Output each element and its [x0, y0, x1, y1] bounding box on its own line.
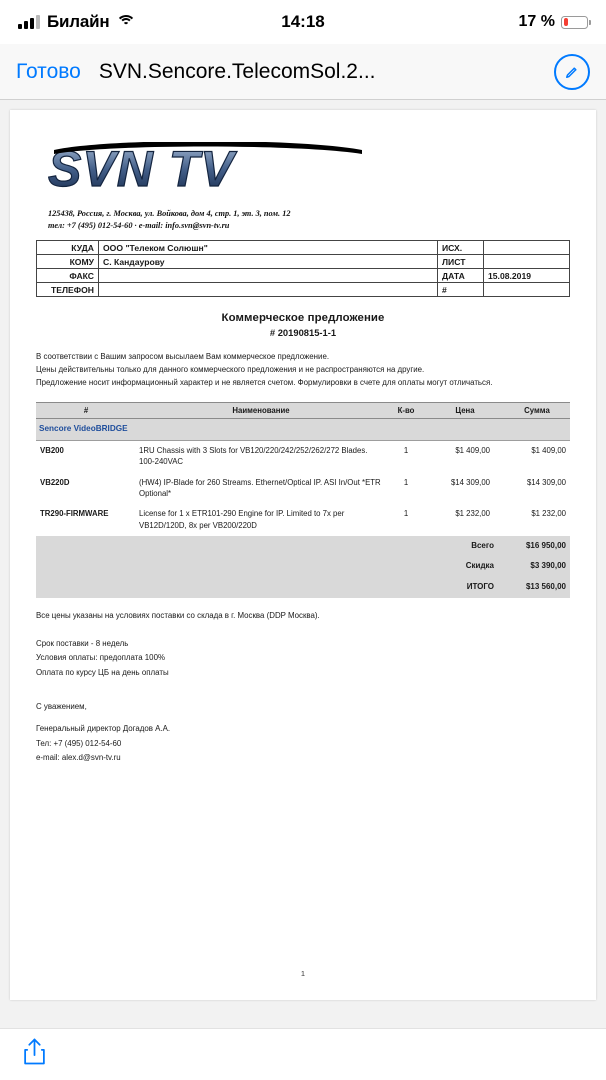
field-value-2: 15.08.2019 — [484, 269, 570, 283]
total-row — [36, 556, 570, 577]
total-label: Всего — [426, 536, 504, 557]
delivery-note: Все цены указаны на условиях поставки со склада в г. Москва (DDP Москва). — [36, 610, 320, 620]
item-sum: $1 232,00 — [531, 509, 566, 519]
field-value — [99, 283, 438, 297]
battery-percent-label: 17 % — [518, 13, 555, 30]
item-code: VB220D — [40, 477, 70, 487]
bottom-toolbar — [0, 1028, 606, 1080]
document-title: SVN.Sencore.TelecomSol.2... — [98, 59, 376, 83]
item-price: $14 309,00 — [450, 477, 490, 487]
table-row — [37, 269, 570, 283]
item-qty: 1 — [403, 477, 409, 487]
header-fields-table — [36, 240, 570, 297]
signature-line-3: Тел: +7 (495) 012-54-60 — [36, 738, 122, 748]
field-label-2: ИСХ. — [438, 241, 484, 255]
item-qty: 1 — [403, 446, 409, 456]
column-header-code: # — [36, 403, 136, 419]
field-label: ФАКС — [37, 269, 99, 283]
share-upload-icon[interactable] — [22, 1037, 47, 1072]
intro-paragraph — [36, 350, 570, 389]
table-row — [37, 255, 570, 269]
column-header-name: Наименование — [136, 403, 386, 419]
term-line-2: Условия оплаты: предоплата 100% — [36, 653, 165, 663]
battery-icon — [561, 16, 588, 29]
signature-line-1: С уважением, — [36, 702, 87, 712]
table-row — [37, 241, 570, 255]
svg-text:SVN TV: SVN TV — [48, 142, 235, 197]
item-code: TR290-FIRMWARE — [40, 509, 109, 519]
intro-line-1: В соответствии с Вашим запросом высылаем Вам коммерческое предложение. — [36, 352, 330, 362]
total-row — [36, 536, 570, 557]
item-name: (HW4) IP-Blade for 260 Streams. Ethernet/Optical IP. ASI In/Out *ETR Optional* — [139, 477, 381, 498]
field-value: ООО "Телеком Солюшн" — [99, 241, 438, 255]
document-viewer[interactable] — [0, 100, 606, 1028]
done-button[interactable]: Готово — [16, 59, 81, 83]
intro-line-3: Предложение носит информационный характер и не является счетом. Формулировки в счете для оплаты могут отличаться. — [36, 378, 493, 388]
total-label: ИТОГО — [426, 577, 504, 598]
table-row — [36, 441, 570, 473]
company-address — [48, 208, 570, 232]
table-row — [36, 473, 570, 505]
document-number: # 20190815-1-1 — [269, 327, 337, 339]
table-row — [36, 504, 570, 536]
total-value: $3 390,00 — [504, 556, 570, 577]
field-value-2 — [484, 241, 570, 255]
status-bar — [0, 0, 606, 44]
term-line-1: Срок поставки - 8 недель — [36, 638, 129, 648]
field-label-2: ДАТА — [438, 269, 484, 283]
column-header-price: Цена — [426, 403, 504, 419]
document-page — [10, 110, 596, 1000]
section-label: Sencore VideoBRIDGE — [36, 419, 570, 441]
document-heading — [36, 312, 570, 338]
field-label: КУДА — [37, 241, 99, 255]
item-name: License for 1 x ETR101-290 Engine for IP. Limited to 7x per VB12D/120D, 8x per VB200/220D — [139, 509, 345, 530]
field-value — [99, 269, 438, 283]
total-value: $16 950,00 — [504, 536, 570, 557]
navigation-bar — [0, 44, 606, 100]
terms-block — [36, 637, 570, 681]
item-sum: $1 409,00 — [531, 446, 566, 456]
field-value-2 — [484, 255, 570, 269]
total-label: Скидка — [426, 556, 504, 577]
page-title: Коммерческое предложение — [221, 312, 385, 325]
term-line-3: Оплата по курсу ЦБ на день оплаты — [36, 667, 169, 677]
total-row — [36, 577, 570, 598]
field-label: ТЕЛЕФОН — [37, 283, 99, 297]
carrier-label: Билайн — [47, 12, 110, 31]
item-price: $1 232,00 — [455, 509, 490, 519]
signature-line-4: e-mail: alex.d@svn-tv.ru — [36, 753, 121, 763]
column-header-qty: К-во — [386, 403, 426, 419]
total-value: $13 560,00 — [504, 577, 570, 598]
item-qty: 1 — [403, 509, 409, 519]
field-value-2 — [484, 283, 570, 297]
item-code: VB200 — [40, 446, 64, 456]
svn-tv-logo — [48, 142, 570, 198]
column-header-sum: Сумма — [504, 403, 570, 419]
intro-line-2: Цены действительны только для данного коммерческого предложения и не распространяются на другие. — [36, 365, 425, 375]
address-line-1: 125438, Россия, г. Москва, ул. Войкова, дом 4, стр. 1, эт. 3, пом. 12 — [48, 209, 291, 218]
table-header-row — [36, 403, 570, 419]
table-row — [37, 283, 570, 297]
field-value: С. Кандаурову — [99, 255, 438, 269]
item-name: 1RU Chassis with 3 Slots for VB120/220/242/252/262/272 Blades. 100-240VAC — [139, 446, 368, 467]
field-label-2: # — [438, 283, 484, 297]
signature-line-2: Генеральный директор Догадов А.А. — [36, 724, 171, 734]
signature-block — [36, 700, 570, 766]
address-line-2: тел: +7 (495) 012-54-60 · e-mail: info.svn@svn-tv.ru — [48, 221, 230, 231]
item-price: $1 409,00 — [455, 446, 490, 456]
markup-pen-circle-icon[interactable] — [554, 54, 590, 90]
field-label-2: ЛИСТ — [438, 255, 484, 269]
page-number: 1 — [300, 969, 306, 978]
field-label: КОМУ — [37, 255, 99, 269]
table-section-row — [36, 419, 570, 441]
items-table — [36, 402, 570, 597]
item-sum: $14 309,00 — [526, 477, 566, 487]
clock-label: 14:18 — [281, 12, 325, 31]
